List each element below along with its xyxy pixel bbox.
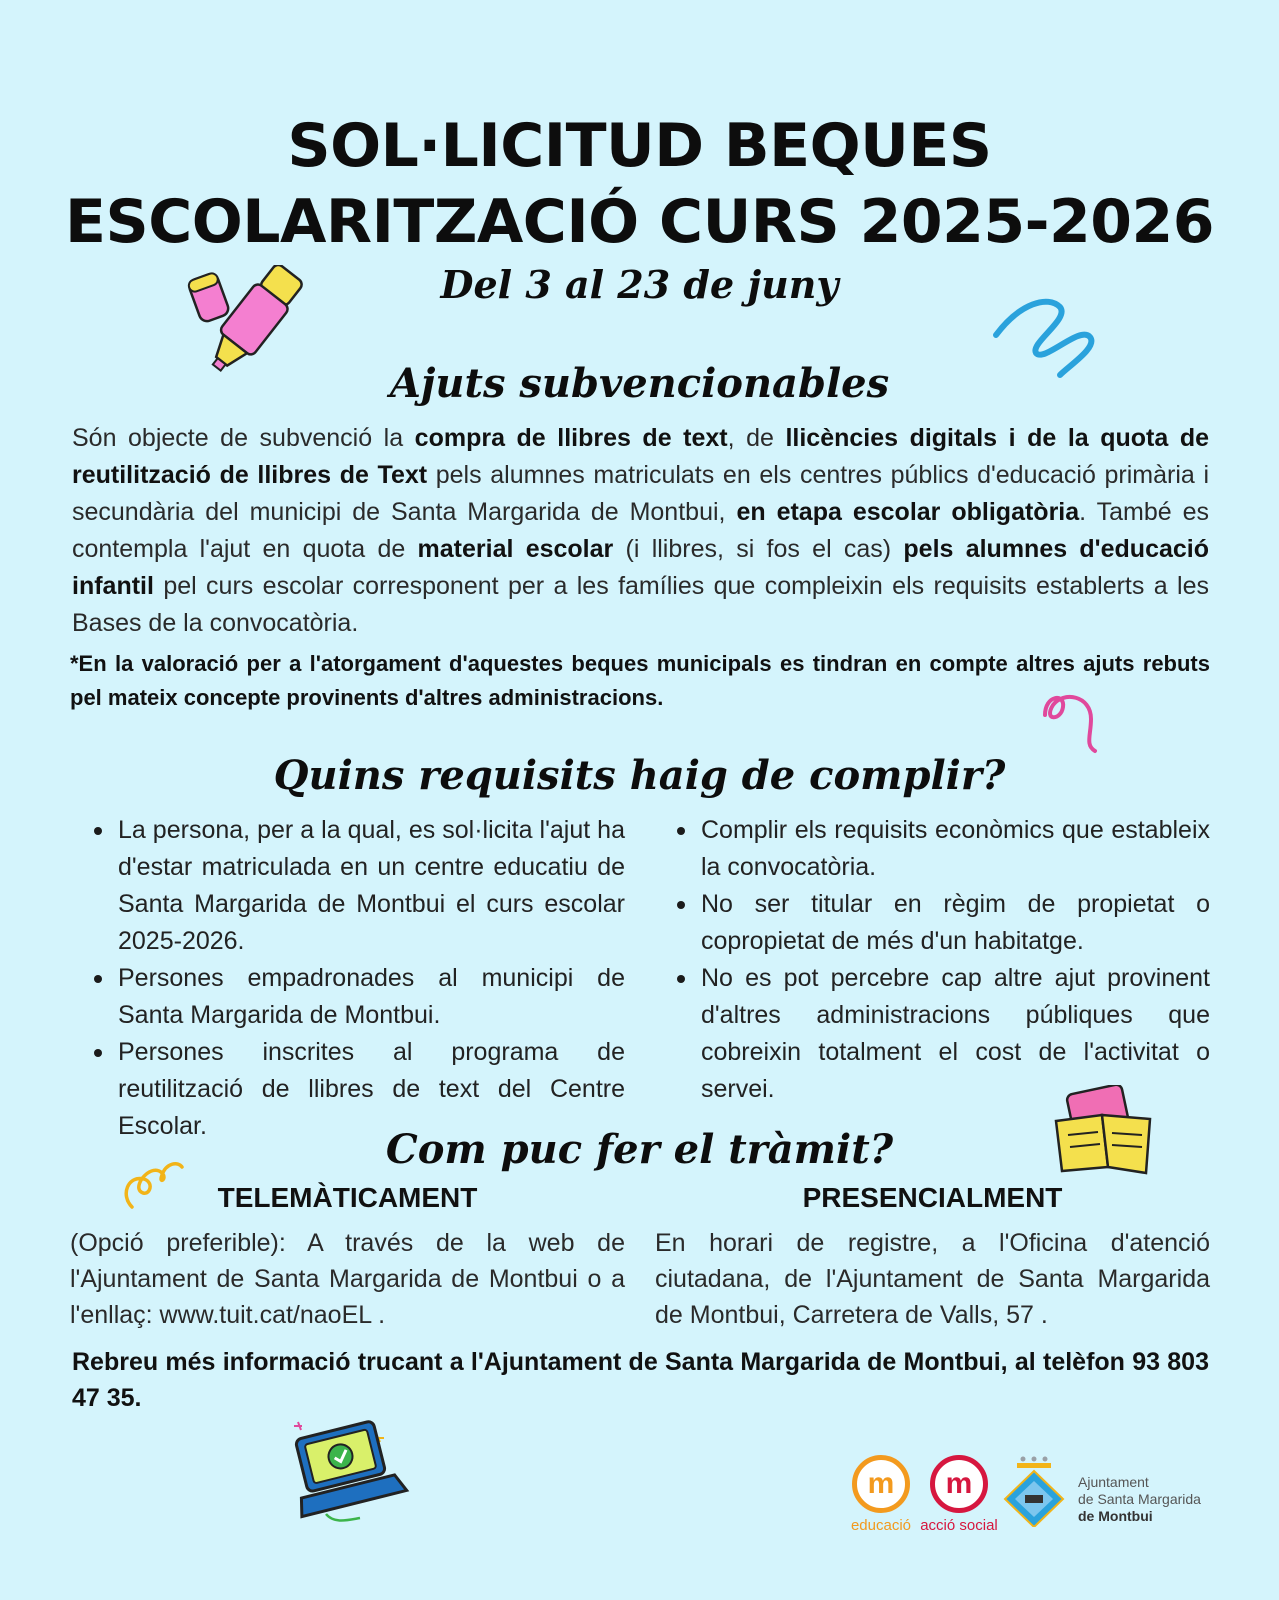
ajuts-paragraph [72,420,1209,642]
list-item: Persones empadronades al municipi de Santa Margarida de Montbui. [72,960,625,1034]
bold-run: llicències digitals i de la quota de reutilització de llibres de Text [72,424,1209,489]
accio-social-logo-mark: m [930,1455,988,1513]
dates-subtitle: Del 3 al 23 de juny [440,262,839,307]
educacio-logo [848,1455,914,1534]
ajuntament-label-line2: de Santa Margarida [1078,1491,1201,1507]
bold-run: material escolar [417,535,614,563]
text-run: , de [727,424,786,452]
telematic-title: TELEMÀTICAMENT [217,1182,478,1213]
requisits-list-left [72,812,625,1145]
bold-run: compra de llibres de text [414,424,728,452]
text-run: pels alumnes matriculats en els centres públics d'educació primària i secundària del municipi de Santa Margarida de Montbui, [72,461,1209,526]
educacio-logo-mark: m [852,1455,910,1513]
presencial-text: En horari de registre, a l'Oficina d'atenció ciutadana, de l'Ajuntament de Santa Margarida de Montbui, Carretera de Valls, 57 . [655,1229,1210,1329]
bold-run: pels alumnes d'educació infantil [72,535,1209,600]
accio-social-label: acció social [920,1517,998,1534]
ajuntament-shield-icon [1003,1455,1065,1527]
requisits-heading: Quins requisits haig de complir? [273,752,1006,799]
telematic-text: (Opció preferible): A través de la web de l'Ajuntament de Santa Margarida de Montbui o a l'enllaç: www.tuit.cat/naoEL . [70,1229,625,1329]
ajuts-heading: Ajuts subvencionables [389,360,890,407]
list-item: Persones inscrites al programa de reutilització de llibres de text del Centre Escolar. [72,1034,625,1145]
title-line-1: SOL·LICITUD BEQUES [287,111,992,181]
text-run: pel curs escolar corresponent per a les famílies que compleixin els requisits establerts a les Bases de la convocatòria. [72,572,1209,637]
requisits-list-right [655,812,1210,1108]
list-item: Complir els requisits econòmics que estableix la convocatòria. [655,812,1210,886]
valoracio-note: *En la valoració per a l'atorgament d'aquestes beques municipals es tindran en compte altres ajuts rebuts pel mateix concepte provinents d'altres administracions. [70,651,1210,710]
ajuntament-label-line1: Ajuntament [1078,1474,1149,1490]
presencial-title: PRESENCIALMENT [802,1182,1063,1213]
accio-social-logo [916,1455,1002,1534]
ajuntament-label-line3: de Montbui [1078,1508,1153,1524]
text-run: . També es contempla l'ajut en quota de [72,498,1210,563]
text-run: (i llibres, si fos el cas) [613,535,904,563]
ajuntament-label [1078,1474,1201,1525]
list-item: La persona, per a la qual, es sol·licita l'ajut ha d'estar matriculada en un centre educatiu de Santa Margarida de Montbui el curs escolar 2025-2026. [72,812,625,960]
text-run: Són objecte de subvenció la [72,424,415,452]
title-line-2: ESCOLARITZACIÓ CURS 2025-2026 [65,187,1214,257]
list-item: No es pot percebre cap altre ajut provinent d'altres administracions públiques que cobreixin totalment el cost de l'activitat o servei. [655,960,1210,1108]
educacio-label: educació [850,1517,912,1534]
laptop-icon [288,1420,418,1530]
contact-info: Rebreu més informació trucant a l'Ajuntament de Santa Margarida de Montbui, al telèfon 93 803 47 35. [72,1348,1209,1412]
tramit-heading: Com puc fer el tràmit? [385,1126,894,1173]
list-item: No ser titular en règim de propietat o copropietat de més d'un habitatge. [655,886,1210,960]
bold-run: en etapa escolar obligatòria [736,498,1080,526]
